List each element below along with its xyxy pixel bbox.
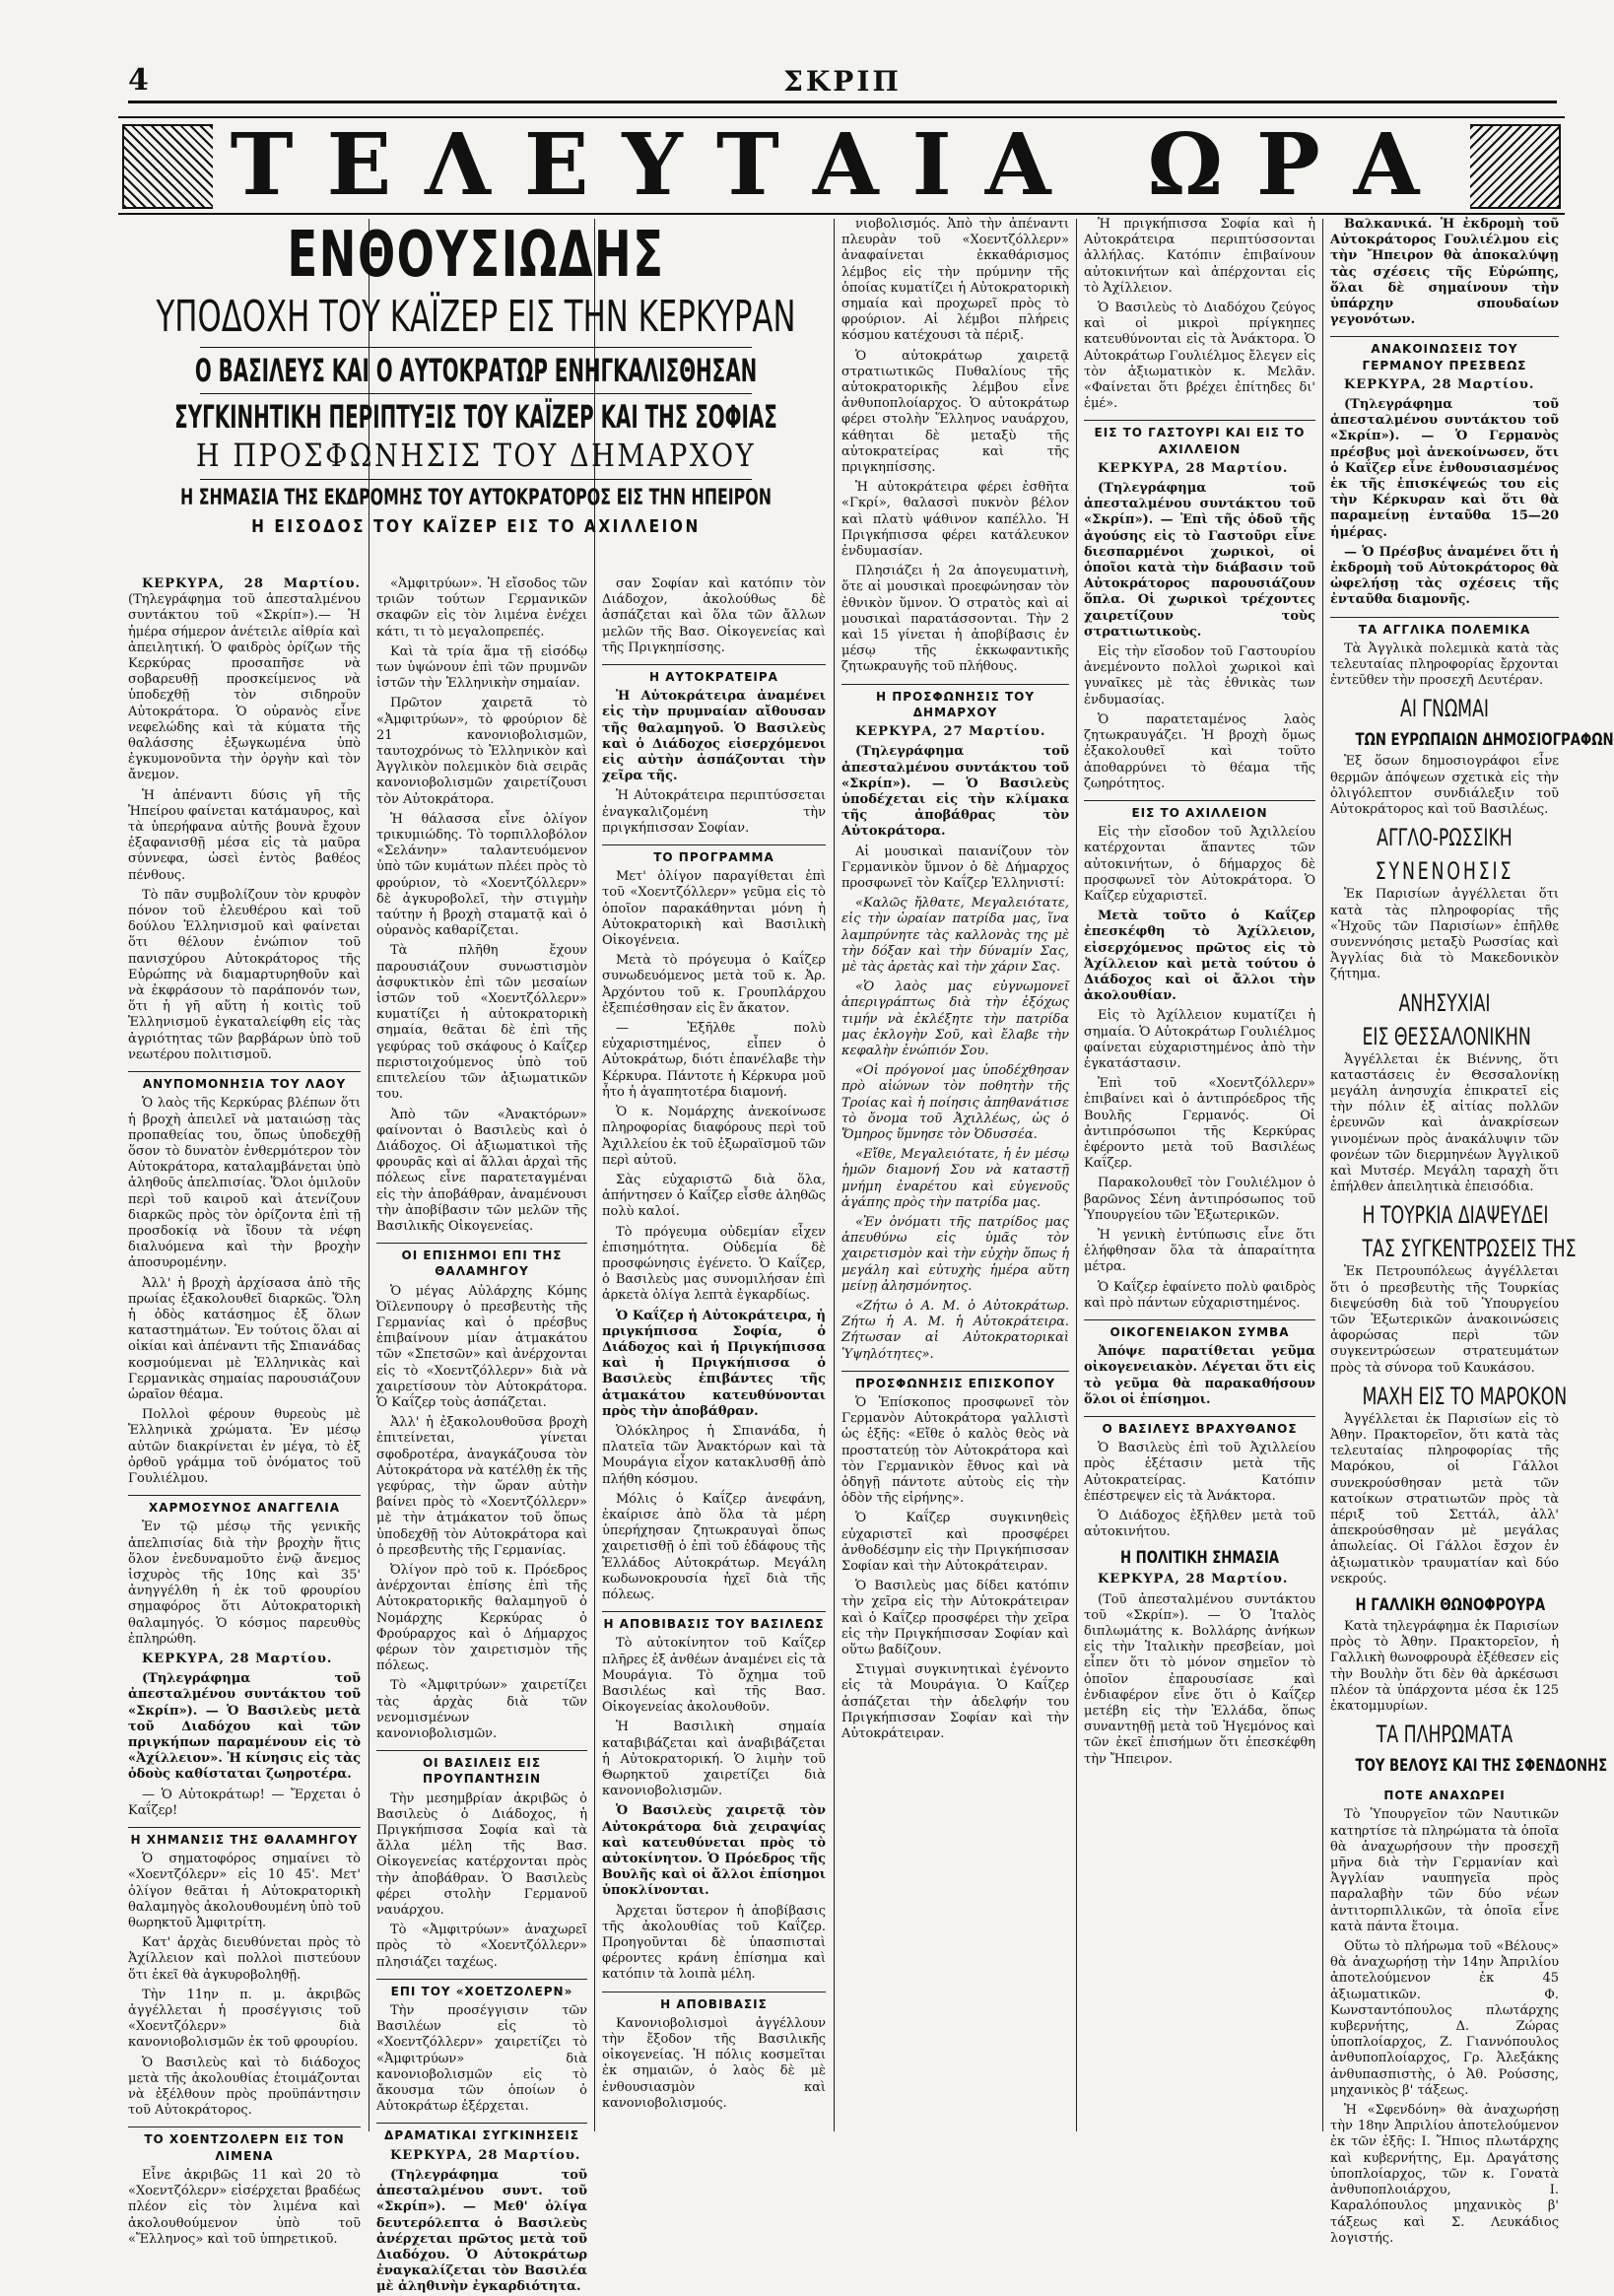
subheading: ΤΑ ΑΓΓΛΙΚΑ ΠΟΛΕΜΙΚΑ (1330, 617, 1559, 638)
subheading: Η ΠΟΛΙΤΙΚΗ ΣΗΜΑΣΙΑ (1119, 1548, 1280, 1569)
section-subheadline: ΤΑΣ ΣΥΓΚΕΝΤΡΩΣΕΙΣ ΤΗΣ (1362, 1235, 1577, 1263)
dateline: ΚΕΡΚΥΡΑ, 28 Μαρτίου. (142, 1652, 333, 1666)
article-paragraph: Μετὰ τὸ πρόγευμα ὁ Καΐζερ συνωδευόμενος μετὰ τοῦ κ. Ἀρ. Ἀρχόντου τοῦ κ. Γρουπλάρχου ἐξεπιέσθησαν εἰς ἓν ἄκατον. (602, 953, 826, 1016)
article-paragraph: Πολλοὶ φέρουν θυρεοὺς μὲ Ἑλληνικὰ χρώματα. Ἐν μέσῳ αὐτῶν διακρίνεται ἐν μέγα, τὸ ἐξ ὀρθοῦ γράμμα τοῦ ὀνόματος τοῦ Γουλιέλμου. (128, 1407, 361, 1486)
banner-title: ΤΕΛΕΥΤΑΙΑ ΩΡΑ (230, 115, 1453, 215)
article-paragraph: Ὁ Βασιλεὺς ἐπὶ τοῦ Ἀχιλλείου πρὸς ἐξέτασιν μετὰ τῆς Αὐτοκρατείρας. Κατόπιν ἐπέστρεψεν εἰς τὰ Ἀνάκτορα. (1084, 1441, 1315, 1504)
article-paragraph: Ἀλλ' ἡ ἐξακολουθοῦσα βροχὴ ἐπιτείνεται, γίνεται σφοδροτέρα, ἀναγκάζουσα τὸν Αὐτοκράτορα νὰ κατέλθῃ ἐκ τῆς γεφύρας, τὴν ὥραν αὐτὴν βαίνει πρὸς τὸ «Χοεντζόλλερν» μὲ τὴν ἀτμάκατον τοῦ ὅπως ὑποδεχθῇ τὸν Αὐτοκράτορα καὶ ὁ πρεσβευτὴς τῆς Γερμανίας. (376, 1415, 587, 1558)
article-paragraph: Τὴν μεσημβρίαν ἀκριβῶς ὁ Βασιλεὺς ὁ Διάδοχος, ἡ Πριγκήπισσα Σοφία καὶ τὰ ἄλλα μέλη τῆς Βασ. Οἰκογενείας κατέρχονται πρὸς τὴν ἀποβάθραν. Ὁ Βασιλεὺς φέρει στολὴν Γερμανοῦ ναυάρχου. (376, 1790, 587, 1919)
subheading: ΔΡΑΜΑΤΙΚΑΙ ΣΥΓΚΙΝΗΣΕΙΣ (376, 2123, 587, 2143)
column-rule (1322, 219, 1323, 2131)
article-paragraph: Ἡ ἀπέναντι δύσις γῆ τῆς Ἠπείρου φαίνεται κατάμαυρος, καὶ τὰ ὑπερήφανα αὐτῆς βουνὰ ἔχουν ἐξαφανισθῇ μέσα εἰς τὰ μαῦρα σύννεφα, ὡσεὶ ἐντὸς βαθέος πένθους. (128, 787, 361, 883)
section-headline: ΑΓΓΛΟ-ΡΩΣΣΙΚΗ (1377, 824, 1513, 852)
article-paragraph: Ἡ Βασιλικὴ σημαία καταβιβάζεται καὶ ἀναβιβάζεται ἡ Αὐτοκρατορική. Ὁ λιμὴν τοῦ Θωρηκτοῦ χαιρετίζει διὰ κανονιοβολισμῶν. (602, 1720, 826, 1799)
article-paragraph: Εἰς τὴν εἴσοδον τοῦ Γαστουρίου ἀνεμένοντο πολλοὶ χωρικοὶ καὶ γυναῖκες μὲ τὰς ἐθνικὰς των ἐνδυμασίας. (1084, 644, 1315, 708)
column-6 (1330, 217, 1614, 2246)
article-paragraph: Ἀρχεται ὕστερον ἡ ἀποβίβασις τῆς ἀκολουθίας τοῦ Καΐζερ. Προηγοῦνται δὲ ὑπασπισταὶ φέροντες κράνη ἐπίσημα καὶ κατόπιν τὰ λοιπὰ μέλη. (602, 1903, 826, 1983)
column-1 (128, 576, 361, 2247)
column-5 (1084, 217, 1315, 2135)
article-paragraph: νιοβολισμός. Ἀπὸ τὴν ἀπέναντι πλευρὰν τοῦ «Χοεντζόλλερν» ἀναφαίνεται ἐκκαθάρισμος λέμβος εἰς τὴν πρύμνην τῆς ὁποίας κυματίζει ἡ Αὐτοκρατορικὴ σημαία καὶ προχωρεῖ πρὸς τὸ φρούριον. Αἱ λέμβοι πλήρεις κόσμου κατέχουσι τὰ πέριξ. (841, 217, 1069, 344)
article-paragraph: Ὁ Καΐζερ ἡ Αὐτοκράτειρα, ἡ πριγκήπισσα Σοφία, ὁ Διάδοχος καὶ ἡ Πριγκήπισσα καὶ ἡ Πριγκήπισσα ὁ Βασιλεὺς ἐπιβάντες τῆς ἀτμακάτου κατευθύνονται πρὸς τὴν ἀποβάθραν. (602, 1308, 826, 1419)
article-paragraph: Ἐκ Πετρουπόλεως ἀγγέλλεται ὅτι ὁ πρεσβευτὴς τῆς Τουρκίας διεψεύσθη διὰ τοῦ Ὑπουργείου τῶν Ἐξωτερικῶν ἀνακοινώσεις ἀφορώσας περὶ τῶν συγκεντρώσεων στρατευμάτων πρὸς τὰ σύνορα τοῦ Καυκάσου. (1330, 1264, 1559, 1376)
article-paragraph: (Τηλεγράφημα τοῦ ἀπεσταλμένου συντ. τοῦ «Σκρίπ»). — Μεθ' ὀλίγα δευτερόλεπτα ὁ Βασιλεὺς ἀνέρχεται πρῶτος μετὰ τοῦ Διαδόχου. Ὁ Αὐτοκράτωρ ἐναγκαλίζεται τὸν Βασιλέα μὲ ἀληθινὴν ἐγκαρδιότητα. (376, 2167, 587, 2295)
article-paragraph: «Ζήτω ὁ Α. Μ. ὁ Αὐτοκράτωρ. Ζήτω ἡ Α. Μ. ἡ Αὐτοκράτειρα. Ζήτωσαν αἱ Αὐτοκρατορικαὶ Ὑψηλότητες». (841, 1299, 1069, 1362)
article-paragraph: (Τηλεγράφημα τοῦ ἀπεσταλμένου συντάκτου τοῦ «Σκρίπ»). — Ὁ Γερμανὸς πρέσβυς μοὶ ἀνεκοίνωσεν, ὅτι ὁ Καΐζερ εἶνε ἐνθουσιασμένος ἐκ τῆς ἐπισκέψεώς του εἰς τὴν Κέρκυραν καὶ ὅτι θὰ παραμείνῃ ἐνταῦθα 15—20 ἡμέρας. (1330, 397, 1559, 540)
article-paragraph: Ὁλόκληρος ἡ Σπιανάδα, ἡ πλατεῖα τῶν Ἀνακτόρων καὶ τὰ Μουράγια εἶχον κατακλυσθῇ ἀπὸ πλήθη κόσμου. (602, 1423, 826, 1487)
subheading: Η ΑΠΟΒΙΒΑΣΙΣ ΤΟΥ ΒΑΣΙΛΕΩΣ (602, 1611, 826, 1632)
section-headline: Η ΤΟΥΡΚΙΑ ΔΙΑΨΕΥΔΕΙ (1362, 1201, 1549, 1230)
article-paragraph: Ὁ Βασιλεὺς χαιρετᾷ τὸν Αὐτοκράτορα διὰ χειραψίας καὶ κατευθύνεται πρὸς τὸ αὐτοκίνητον. Ὁ Πρόεδρος τῆς Βουλῆς καὶ οἱ ἄλλοι ἐπίσημοι ὑποκλίνονται. (602, 1803, 826, 1899)
headline-second: ΥΠΟΔΟΧΗ ΤΟΥ ΚΑΪΖΕΡ ΕΙΣ ΤΗΝ ΚΕΡΚΥΡΑΝ (156, 292, 796, 342)
article-paragraph: Κατὰ τηλεγράφημα ἐκ Παρισίων πρὸς τὸ Ἀθην. Πρακτορεῖον, ἡ Γαλλικὴ θωνοφρουρὰ ἐξέθεσεν εἰς τὴν Βουλὴν ὅτι δὲν θὰ ἀρκέσωσι πλέον τὰ ὑπάρχοντα μέσα ἐκ 125 ἑκατομμυρίων. (1330, 1619, 1559, 1715)
page-number: 4 (128, 63, 149, 98)
article-paragraph: «Οἱ πρόγονοί μας ὑποδέχθησαν πρὸ αἰώνων τὸν ποθητὴν τῆς Τροίας καὶ ἡ ποίησις ἀπηθανάτισε τὸ ὄνομα τοῦ Ἀχιλλέως, ὡς ὁ Ὅμηρος ὕμνησε τὸν Ὀδυσσέα. (841, 1063, 1069, 1142)
section-subheadline: ΤΩΝ ΕΥΡΩΠΑΙΩΝ ΔΗΜΟΣΙΟΓΡΑΦΩΝ (1355, 730, 1614, 751)
article-paragraph: Ὁ Καΐζερ συγκινηθεὶς εὐχαριστεῖ καὶ προσφέρει ἀνθοδέσμην εἰς τὴν Πριγκήπισσαν Σοφίαν καὶ τὴν Αὐτοκράτειραν. (841, 1511, 1069, 1575)
article-paragraph: Ὁ κ. Νομάρχης ἀνεκοίνωσε πληροφορίας διαφόρους περὶ τοῦ Ἀχιλλείου ἐκ τοῦ ἐξωραϊσμοῦ τῶν περὶ αὐτοῦ. (602, 1105, 826, 1168)
article-paragraph: Ὁ Καΐζερ ἐφαίνετο πολὺ φαιδρὸς καὶ πρὸ πάντων εὐχαριστημένος. (1084, 1279, 1315, 1311)
article-paragraph: «Εἴθε, Μεγαλειότατε, ἡ ἐν μέσῳ ἡμῶν διαμονή Σου νὰ καταστῇ μνήμη ἐναρέτου καὶ εὐγενοῦς ἀγάπης πρὸς τὴν πατρίδα μας. (841, 1147, 1069, 1210)
article-paragraph: Τὸ Ὑπουργεῖον τῶν Ναυτικῶν κατηρτίσε τὰ πληρώματα τὰ ὁποῖα θὰ ἀναχωρήσουν τὴν προσεχῆ μῆνα διὰ τὴν Γερμανίαν καὶ Ἀγγλίαν ναυπηγεῖα πρὸς παραλαβὴν τῶν δύο νέων ἀντιτορπιλλικῶν, τὰ ὁποῖα εἶνε κατὰ πάντα ἕτοιμα. (1330, 1807, 1559, 1934)
article-paragraph: Ἐν τῷ μέσῳ τῆς γενικῆς ἀπελπισίας διὰ τὴν βροχὴν ἥτις ὅλον ἐνεδυναμοῦτο ἐνῷ ἄνεμος ἰσχυρὸς τῆς 10ης καὶ 35' ἀνηγγέλθη ἡ ἐκ τοῦ φρουρίου σημαφόρος ὅτι Αὐτοκρατορικὴ θαλαμηγός. Ὁ κόσμος παρευθὺς ἐπληρώθη. (128, 1519, 361, 1647)
subheading: ΠΡΟΣΦΩΝΗΣΙΣ ΕΠΙΣΚΟΠΟΥ (841, 1371, 1069, 1391)
subheading: ΕΠΙ ΤΟΥ «ΧΟΕΤΖΟΛΕΡΝ» (376, 1979, 587, 1999)
article-paragraph: Ὀλίγον πρὸ τοῦ κ. Πρόεδρος ἀνέρχονται ἐπίσης ἐπὶ τῆς Αὐτοκρατορικῆς θαλαμηγοῦ ὁ Νομάρχης Κερκύρας ὁ Φρούραρχος καὶ ὁ Δήμαρχος φέρων τὸν χαιρετισμὸν τῆς πόλεως. (376, 1562, 587, 1674)
article-paragraph: «Καλῶς ἤλθατε, Μεγαλειότατε, εἰς τὴν ὡραίαν πατρίδα μας, ἵνα λαμπρύνητε τὰς καλλονὰς της μὲ τὴν δόξαν καὶ τὴν δύναμίν Σας, μὲ τὰς ἀρετὰς καὶ τὴν χάριν Σας. (841, 896, 1069, 975)
article-paragraph: Ἡ γενικὴ ἐντύπωσις εἶνε ὅτι ἐλήφθησαν ὅλα τὰ ἀπαραίτητα μέτρα. (1084, 1227, 1315, 1275)
headline-main: ΕΝΘΟΥΣΙΩΔΗΣ (287, 219, 665, 292)
dateline: ΚΕΡΚΥΡΑ, 28 Μαρτίου. (1098, 460, 1289, 476)
article-paragraph: Παρακολουθεῖ τὸν Γουλιέλμον ὁ βαρῶνος Σένη ἀντιπρόσωπος τοῦ Ὑπουργείου τῶν Ἐξωτερικῶν. (1084, 1176, 1315, 1223)
article-paragraph: Ὁ μέγας Αὐλάρχης Κόμης Ὀϊλενπουργ ὁ πρεσβευτὴς τῆς Γερμανίας καὶ ὁ πρέσβυς ἐπιβαίνουν μίαν ἀτμακάτου τῶν «Σπετσῶν» καὶ ἀνέρχονται εἰς τὸ «Χοεντζόλλερν» διὰ νὰ χαιρετίσουν τὸν Αὐτοκράτορα. Ὁ Καΐζερ τοὺς ἀσπάζεται. (376, 1283, 587, 1410)
article-paragraph: Τὴν 11ην π. μ. ἀκριβῶς ἀγγέλλεται ἡ προσέγγισις τοῦ «Χοεντζόλερν» διὰ κανονιοβολισμῶν ἐκ τοῦ φρουρίου. (128, 1987, 361, 2051)
subheading: ΑΝΥΠΟΜΟΝΗΣΙΑ ΤΟΥ ΛΑΟΥ (128, 1071, 361, 1092)
article-paragraph: Τὴν προσέγγισιν τῶν Βασιλέων εἰς τὸ «Χοεντζόλλερν» χαιρετίζει τὸ «Ἀμφιτρύων» διὰ κανονιοβολισμῶν εἰς τὸ ἄκουσμα τῶν ὁποίων ὁ Αὐτοκράτωρ ἐξέρχεται. (376, 2003, 587, 2115)
article-paragraph: Τὸ «Ἀμφιτρύων» χαιρετίζει τὰς ἀρχὰς διὰ τῶν νενομισμένων κανονιοβολισμῶν. (376, 1678, 587, 1742)
article-paragraph: Ἡ πριγκήπισσα Σοφία καὶ ἡ Αὐτοκράτειρα περιπτύσσονται ἀλλήλας. Κατόπιν ἐπιβαίνουν αὐτοκινήτων καὶ ἀπέρχονται εἰς τὸ Ἀχίλλειον. (1084, 217, 1315, 296)
newspaper-name: ΣΚΡΙΠ (783, 65, 902, 98)
divider (200, 347, 752, 348)
article-paragraph: Ἀλλ' ἡ βροχὴ ἀρχίσασα ἀπὸ τῆς πρωίας ἐξακολουθεῖ διαρκῶς. Ὅλη ἡ ὁδὸς κατάσημος ἐξ ὅλων καταστημάτων. Ἐν τούτοις ὅλαι αἱ οἰκίαι καὶ ἀπέναντι τῆς Σπιανάδας κοσμούμεναι μὲ Ἑλληνικὰς καὶ Γερμανικὰς σημαίας παρουσιάζουν ὡραῖον θέαμα. (128, 1275, 361, 1402)
column-rule (1076, 219, 1077, 2131)
article-paragraph: Ἀγγέλλεται ἐκ Βιέννης, ὅτι καταστάσεις ἐν Θεσσαλονίκῃ μεγάλη ἀνησυχία ἐπικρατεῖ εἰς τὴν πόλιν ἐξ αἰτίας πολλῶν ἐρευνῶν καὶ ἀνακρίσεων γινομένων πρὸς ἀνακάλυψιν τῶν φονέων τῶν διερμηνέων Ἀγγλικοῦ καὶ Μυτσέρ. Μεγάλη ταραχὴ ὅτι ἐπήλθεν ἀπειλητικὰ ἐπεισόδια. (1330, 1051, 1559, 1195)
article-paragraph: Ἐξ ὅσων δημοσιογράφοι εἶνε θερμῶν ἀπόψεων σχετικὰ εἰς τὴν ὀλιγόλεπτον συνδιάλεξιν τοῦ Αὐτοκράτορος καὶ τοῦ Βασιλέως. (1330, 754, 1559, 818)
article-paragraph: Μόλις ὁ Καΐζερ ἀνεφάνη, ἐκαίρισε ἀπὸ ὅλα τὰ μέρη ὑπερήχησαν ζητωκραυγαὶ ὅπως χαιρετισθῇ ὁ ἐπὶ τοῦ ἐδάφους τῆς Ἑλλάδος Αὐτοκράτωρ. Μεγάλη κωδωνοκρουσία ἠχεῖ διὰ τῆς πόλεως. (602, 1491, 826, 1602)
article-paragraph: Ἡ αὐτοκράτειρα φέρει ἐσθῆτα «Γκρί», θαλασσὶ πυκνὸν βέλον καὶ πλατὺ ψάθινον καπέλλο. Ἡ Πριγκήπισσα φέρει κατάλευκον ἐνδυμασίαν. (841, 480, 1069, 560)
subheading: ΤΟ ΧΟΕΝΤΖΟΛΕΡΝ ΕΙΣ ΤΟΝ ΛΙΜΕΝΑ (128, 2127, 361, 2163)
article-paragraph: Βαλκανικά. Ἡ ἐκδρομὴ τοῦ Αὐτοκράτορος Γουλιέλμου εἰς τὴν Ἤπειρον θὰ ἀποκαλύψῃ τὰς σχέσεις τῆς Εὐρώπης, ὅλαι δὲ σημαίνουν τὴν ὑπάρχην σπουδαίων γεγονότων. (1330, 217, 1559, 328)
subheading: ΟΙ ΕΠΙΣΗΜΟΙ ΕΠΙ ΤΗΣ ΘΑΛΑΜΗΓΟΥ (376, 1243, 587, 1279)
article-paragraph: Ὁ Βασιλεὺς τὸ Διαδόχου ζεύγος καὶ οἱ μικροὶ πρίγκηπες κατευθύνονται εἰς τὰ Ἀνάκτορα. Ὁ Αὐτοκράτωρ Γουλιέλμος ἔλεγεν εἰς τὸν ἀξιωματικὸν κ. Μελᾶν. «Φαίνεται ὅτι βρέχει ἐπίτηδες δι' ἐμέ». (1084, 301, 1315, 412)
subheading: Η ΧΗΜΑΝΣΙΣ ΤΗΣ ΘΑΛΑΜΗΓΟΥ (128, 1827, 361, 1848)
article-paragraph: σαν Σοφίαν καὶ κατόπιν τὸν Διάδοχον, ἀκολούθως δὲ ἀσπάζεται καὶ ὅλα τῶν ἄλλων μελῶν τῆς Βασ. Οἰκογενείας καὶ τῆς Πριγκηπίσσης. (602, 576, 826, 655)
article-paragraph: «Ὁ λαὸς μας εὐγνωμονεῖ ἀπεριγράπτως διὰ τὴν ἐξόχως τιμήν νὰ ἐκλέξητε τὴν πατρίδα μας ἐκλογὴν Σοῦ, καὶ ἔλαβε τὴν κεφαλὴν ἐνώπιόν Σου. (841, 979, 1069, 1058)
article-paragraph: Κανονιοβολισμοὶ ἀγγέλλουν τὴν ἔξοδον τῆς Βασιλικῆς οἰκογενείας. Ἡ πόλις κοσμεῖται ἐκ σημαιῶν, ὁ λαὸς δὲ μὲ ἐνθουσιασμὸν καὶ κανονιοβολισμούς. (602, 2015, 826, 2111)
article-paragraph: «Ἀμφιτρύων». Ἡ εἴσοδος τῶν τριῶν τούτων Γερμανικῶν σκαφῶν εἰς τὸν λιμένα ἐνέχει κάτι, τι τὸ μεγαλοπρεπές. (376, 576, 587, 640)
article-paragraph: Ἐκ Παρισίων ἀγγέλλεται ὅτι κατὰ τὰς πληροφορίας τῆς «Ἠχοῦς τῶν Παρισίων» ἐπῆλθε συνεννόησις μεταξὺ Ρωσσίας καὶ Ἀγγλίας διὰ τὸ Μακεδονικὸν ζήτημα. (1330, 887, 1559, 982)
article-paragraph: Τὰ πλῆθη ἔχουν παρουσιάζουν συνωστισμὸν ἀσφυκτικὸν ἐπὶ τῶν μεσαίων ἱστῶν τοῦ «Χοεντζόλλερν» κυματίζει ἡ αὐτοκρατορικὴ σημαία, θεᾶται δὲ ἐπὶ τῆς γεφύρας τοῦ σκάφους ὁ Καΐζερ περιστοιχούμενος ὑπὸ τοῦ επιτελείου τῶν ἀξιωματικῶν του. (376, 943, 587, 1103)
article-paragraph: Μετ' ὀλίγον παραγίθεται ἐπὶ τοῦ «Χοεντζόλλερν» γεῦμα εἰς τὸ ὁποῖον παρακάθηνται μόνη ἡ Αὐτοκρατορικὴ καὶ Βασιλικὴ Οἰκογένεια. (602, 869, 826, 949)
article-paragraph: «Ἐν ὀνόματι τῆς πατρίδος μας ἀπευθύνω εἰς ὑμᾶς τὸν χαιρετισμὸν καὶ τὴν εὐχὴν ὅπως ἡ μεγάλη καὶ εὐτυχὴς ἡμέρα αὕτη μείνῃ ἀλησμόνητος. (841, 1214, 1069, 1294)
dateline: ΚΕΡΚΥΡΑ, 28 Μαρτίου. (390, 2147, 581, 2163)
article-paragraph: Τὸ αὐτοκίνητον τοῦ Καΐζερ πλῆρες ἐξ ἀνθέων ἀναμένει εἰς τὰ Μουράγια. Τὸ ὄχημα τοῦ Βασιλέως καὶ τῆς Βασ. Οἰκογενείας ἀκολουθοῦν. (602, 1636, 826, 1716)
subheading: Η ΠΡΟΣΦΩΝΗΣΙΣ ΤΟΥ ΔΗΜΑΡΧΟΥ (841, 684, 1069, 720)
article-paragraph: Πρῶτον χαιρετᾶ τὸ «Ἀμφιτρύων», τὸ φρούριον δὲ 21 κανονιοβολισμῶν, ταυτοχρόνως τὸ Ἑλληνικὸν καὶ Ἀγγλικὸν πολεμικὸν διὰ σειρᾶς κανονιοβολισμῶν χαιρετίζουσι τὸν Αὐτοκράτορα. (376, 696, 587, 807)
article-paragraph: Ἐπὶ τοῦ «Χοεντζόλλερν» ἐπιβαίνει καὶ ὁ ἀντιπρόεδρος τῆς Βουλῆς Γερμανός. Οἱ ἀντιπρόσωποι τῆς Κερκύρας ἐφέροντο μετὰ τοῦ Βασιλέως Καΐζερ. (1084, 1076, 1315, 1172)
article-paragraph: Ἡ «Σφενδόνη» θὰ ἀναχωρήσῃ τὴν 18ην Ἀπριλίου ἀποτελούμενον ἐκ τῶν ἑξῆς: Ι. Ἥπιος πλωτάρχης καὶ κυβερνήτης, Εμ. Δραγάτσης ὑποπλοίαρχος, τῶν κ. Γονατὰ ἀνθυποπλοιάρχου, Ι. Καραλόπουλος μηχανικὸς β' τάξεως καὶ Σ. Λευκάδιος λογιστής. (1330, 2103, 1559, 2246)
article-paragraph: Ὁ λαὸς τῆς Κερκύρας βλέπων ὅτι ἡ βροχὴ ἀπειλεῖ νὰ ματαιώσῃ τὰς προπαθείας του, ὅπως ὑποδεχθῇ ὅσον τὸ δυνατὸν ἐνθερμότερον τὸν Αὐτοκράτορα, καταλαμβάνεται ὑπὸ ἀληθοῦς ἀπελπισίας. Ὅλοι ὁμιλοῦν περὶ τοῦ καιροῦ καὶ ἀτενίζουν διαρκῶς πρὸς τὸν ὁρίζοντα ἐπὶ τῇ προσδοκίᾳ νὰ ἴδουν τὰ νέφη διαλυόμενα καὶ τὴν βροχὴν ἀποσυρομένην. (128, 1096, 361, 1271)
section-headline: ΑΝΗΣΥΧΙΑΙ (1398, 988, 1491, 1017)
article-paragraph: Ἡ θάλασσα εἶνε ὁλίγον τρικυμιώδης. Τὸ τορπιλλοβόλον «Σελάνην» ταλαντευόμενον ὑπὸ τῶν κυμάτων πλέει πρὸς τὸ φρούριον, τὸ «Χοεντζόλλερν» δὲ ἀγκυροβολεῖ, τὴν στιγμὴν ταύτην ἡ βροχὴ σταματᾷ καὶ ὁ οὐρανὸς καθαρίζεται. (376, 811, 587, 939)
section-subheadline: ΕΙΣ ΘΕΣΣΑΛΟΝΙΚΗΝ (1362, 1022, 1531, 1050)
column-3 (602, 576, 826, 2135)
subheading: ΕΙΣ ΤΟ ΑΧΙΛΛΕΙΟΝ (1084, 800, 1315, 821)
headline-third: Ο ΒΑΣΙΛΕΥΣ ΚΑΙ Ο ΑΥΤΟΚΡΑΤΩΡ ΕΝΗΓΚΑΛΙΣΘΗΣΑΝ (194, 352, 758, 389)
column-4 (841, 217, 1069, 2135)
headline-fifth: Η ΠΡΟΣΦΩΝΗΣΙΣ ΤΟΥ ΔΗΜΑΡΧΟΥ (195, 437, 757, 474)
article-paragraph: Τὸ πᾶν συμβολίζουν τὸν κρυφὸν πόνον τοῦ ἐλευθέρου καὶ τοῦ δούλου Ἑλληνισμοῦ καὶ φαίνεται ὅτι θέλουν ἐνώπιον τοῦ πανισχύρου Αὐτοκράτορος τῆς Εὐρώπης νὰ διαμαρτυρηθοῦν καὶ νὰ ἐκφράσουν τὸ παράπονόν των, ὅτι ἡ γῆ αὕτη ἡ κοιτὶς τοῦ Ἑλληνισμοῦ ἐγκαταλείφθη εἰς τὰς ἀγριότητας τῶν βαρβάρων ὑπὸ τοῦ νεωτέρου πολιτισμοῦ. (128, 887, 361, 1062)
article-paragraph: — Ἐξῆλθε πολὺ εὐχαριστημένος, εἶπεν ὁ Αὐτοκράτωρ, διότι ἐπανέλαβε τὴν Κέρκυρα. Πάντοτε ἡ Κέρκυρα μοῦ ἦτο ἡ ἀγαπητοτέρα διαμονή. (602, 1021, 826, 1100)
article-paragraph: (Τηλεγράφημα τοῦ ἀπεσταλμένου συντάκτου τοῦ «Σκρίπ»). — Ὁ Βασιλεὺς ὑποδέχεται εἰς τὴν κλίμακα τῆς ἀποβάθρας τὸν Αὐτοκράτορα. (841, 744, 1069, 840)
article-paragraph: Εἰς τὴν εἴσοδον τοῦ Ἀχιλλείου κατέρχονται ἅπαντες τῶν αὐτοκινήτων, ὁ δήμαρχος δὲ προσφωνεῖ τὸν Αὐτοκράτορα. Ὁ Καΐζερ εὐχαριστεῖ. (1084, 825, 1315, 904)
article-paragraph: Τὰ Ἀγγλικὰ πολεμικὰ κατὰ τὰς τελευταίας πληροφορίας ἔρχονται ἐντεῦθεν τὴν προσεχῆ Δευτέραν. (1330, 641, 1559, 689)
article-paragraph: Ἡ Αὐτοκράτειρα περιπτύσσεται ἐναγκαλιζομένη τὴν πριγκήπισσαν Σοφίαν. (602, 788, 826, 836)
subheading: ΟΙΚΟΓΕΝΕΙΑΚΟΝ ΣΥΜΒΑ (1084, 1319, 1315, 1340)
section-headline: ΑΙ ΓΝΩΜΑΙ (1400, 695, 1489, 723)
article-paragraph: Κατ' ἀρχὰς διευθύνεται πρὸς τὸ Ἀχίλλειον καὶ πολλοὶ πιστεύουν ὅτι ἐκεῖ θὰ ἀγκυροβοληθῇ. (128, 1935, 361, 1983)
subheading: ΧΑΡΜΟΣΥΝΟΣ ΑΝΑΓΓΕΛΙΑ (128, 1495, 361, 1516)
section-subheadline: ΣΥΝΕΝΟΗΣΙΣ (1375, 857, 1514, 886)
section-headline: ΜΑΧΗ ΕΙΣ ΤΟ ΜΑΡΟΚΟΝ (1362, 1382, 1568, 1410)
article-paragraph: Στιγμαὶ συγκινητικαὶ ἐγένοντο εἰς τὰ Μουράγια. Ὁ Καΐζερ ἀσπάζεται τὴν ἀδελφήν του Πριγκήπισσαν Σοφίαν καὶ τὴν Αὐτοκράτειραν. (841, 1662, 1069, 1742)
headline-sixth: Η ΣΗΜΑΣΙΑ ΤΗΣ ΕΚΔΡΟΜΗΣ ΤΟΥ ΑΥΤΟΚΡΑΤΟΡΟΣ ΕΙΣ ΤΗΝ ΗΠΕΙΡΟΝ (179, 486, 773, 510)
divider (200, 479, 752, 480)
article-paragraph: Εἶνε ἀκριβῶς 11 καὶ 20 τὸ «Χοεντζόλερν» εἰσέρχεται βραδέως πλέον εἰς τὸν λιμένα καὶ ἀκολουθούμενον ὑπὸ τοῦ «Ἔλληνος» καὶ τοῦ ὑπηρετικοῦ. (128, 2167, 361, 2247)
section-banner (118, 116, 1565, 215)
subheading: Η ΑΠΟΒΙΒΑΣΙΣ (602, 1992, 826, 2012)
dateline: ΚΕΡΚΥΡΑ, 27 Μαρτίου. (855, 724, 1046, 740)
article-paragraph: Ἀπόψε παρατίθεται γεῦμα οἰκογενειακὸν. Λέγεται ὅτι εἰς τὸ γεῦμα θὰ παρακαθήσουν ὅλοι οἱ ἐπίσημοι. (1084, 1344, 1315, 1407)
article-paragraph: Ἡ Αὐτοκράτειρα ἀναμένει εἰς τὴν πρυμναίαν αἴθουσαν τῆς θαλαμηγοῦ. Ὁ Βασιλεὺς καὶ ὁ Διάδοχος εἰσερχόμενοι εἰς αὐτὴν ἀσπάζονται τὴν χεῖρα τῆς. (602, 689, 826, 784)
article-paragraph: Ὁ Βασιλεὺς καὶ τὸ διάδοχος μετὰ τῆς ἀκολουθίας ἐτοιμάζονται νὰ ἐξέλθουν πρὸς προϋπάντησιν τοῦ Αὐτοκράτορος. (128, 2055, 361, 2119)
section-subheadline: ΤΟΥ ΒΕΛΟΥΣ ΚΑΙ ΤΗΣ ΣΦΕΝΔΟΝΗΣ (1355, 1756, 1608, 1777)
section-headline: Η ΓΑΛΛΙΚΗ ΘΩΝΟΦΡΟΥΡΑ (1355, 1595, 1546, 1615)
subheading: Ο ΒΑΣΙΛΕΥΣ ΒΡΑΧΥΘΑΝΟΣ (1084, 1416, 1315, 1437)
subheading: ΠΟΤΕ ΑΝΑΧΩΡΕΙ (1383, 1789, 1506, 1803)
page-header (128, 61, 1557, 103)
subheading: Η ΑΥΤΟΚΡΑΤΕΙΡΑ (602, 664, 826, 685)
lead-headlines (126, 219, 826, 541)
subheading: ΤΟ ΠΡΟΓΡΑΜΜΑ (602, 844, 826, 865)
article-paragraph: Σὰς εὐχαριστῶ διὰ ὅλα, ἀπήντησεν ὁ Καΐζερ εἶσθε ἀληθῶς πολὺ καλοί. (602, 1172, 826, 1220)
article-paragraph: Τὸ «Ἀμφιτρύων» ἀναχωρεῖ πρὸς τὸ «Χοεντζόλλερν» πλησιάζει ταχέως. (376, 1923, 587, 1970)
article-paragraph: Καὶ τὰ τρία ἅμα τῇ εἰσόδῳ των ὑψώνουν ἐπὶ τῶν πρυμνῶν ἱστῶν τὴν Ἑλληνικὴν σημαίαν. (376, 643, 587, 692)
article-paragraph: Ἀπὸ τῶν «Ἀνακτόρων» φαίνονται ὁ Βασιλεὺς καὶ ὁ Διάδοχος. Οἱ ἀξιωματικοὶ τῆς φρουρᾶς καὶ αἱ ἄλλαι ἀρχαὶ τῆς πόλεως εἶνε παρατεταγμέναι εἰς τὴν ἀποβάθραν, ἀναμένουσι τὴν ἀποβίβασιν τῶν μελῶν τῆς Βασιλικῆς Οἰκογενείας. (376, 1107, 587, 1234)
article-paragraph: Ὁ παρατεταμένος λαὸς ζητωκραυγάζει. Ἡ βροχὴ ὅμως ἐξακολουθεῖ καὶ τοῦτο ἀποθαρρύνει τὸ θέαμα τῆς ζωηρότητος. (1084, 711, 1315, 791)
subheading: ΑΝΑΚΟΙΝΩΣΕΙΣ ΤΟΥ ΓΕΡΜΑΝΟΥ ΠΡΕΣΒΕΩΣ (1330, 336, 1559, 372)
article-paragraph: Ὁ σηματοφόρος σημαίνει τὸ «Χοεντζόλερν» εἰς 10 45'. Μετ' ὀλίγον θεᾶται ἡ Αὐτοκρατορικὴ θαλαμηγὸς ἀκολουθουμένη ὑπὸ τοῦ θωρηκτοῦ Ἀμφιτρίτη. (128, 1852, 361, 1931)
article-paragraph: (Τηλεγράφημα τοῦ ἀπεσταλμένου συντάκτου τοῦ «Σκρίπ»). — Ἐπὶ τῆς ὁδοῦ τῆς ἀγούσης εἰς τὸ Γαστοῦρι εἶνε διεσπαρμένοι χωρικοὶ, οἱ ὁποῖοι κατὰ τὴν διάβασιν τοῦ Αὐτοκράτορος παρουσιάζουν ὅπλα. Οἱ χωρικοὶ τρέχοντες χαιρετίζουν τοὺς στρατιωτικοὺς. (1084, 481, 1315, 640)
article-paragraph: Εἰς τὸ Ἀχίλλειον κυματίζει ἡ σημαία. Ὁ Αὐτοκράτωρ Γουλιέλμος φαίνεται εὐχαριστημένος ἀπὸ τὴν ἐγκατάστασιν. (1084, 1008, 1315, 1071)
divider (200, 393, 752, 394)
article-paragraph: Ὁ Διάδοχος ἐξῆλθεν μετὰ τοῦ αὐτοκινήτου. (1084, 1509, 1315, 1540)
article-paragraph: Οὕτω τὸ πλήρωμα τοῦ «Βέλους» θὰ ἀναχωρήσῃ τὴν 14ην Ἀπριλίου ἀποτελούμενον ἐκ 45 ἀξιωματικῶν. Φ. Κωνσταντόπουλος πλωτάρχης κυβερνήτης, Δ. Ζώρας ὑποπλοίαρχος, Ζ. Γιαννόπουλος ἀνθυποπλοίαρχος, Γρ. Ἀλεξάκης ἀνθυπασπιστὴς, ὁ Ἀθ. Ρούσσης, μηχανικὸς β' τάξεως. (1330, 1939, 1559, 2098)
article-paragraph: Μετὰ τοῦτο ὁ Καΐζερ ἐπεσκέφθη τὸ Ἀχίλλειον, εἰσερχόμενος πρῶτος εἰς τὸ Ἀχίλλειον καὶ μετὰ τούτου ὁ Διάδοχος καὶ οἱ ἄλλοι τὴν ἀκολουθίαν. (1084, 909, 1315, 1004)
article-paragraph: Ὁ αὐτοκράτωρ χαιρετᾷ στρατιωτικῶς Πυθαλίους τῆς αὐτοκρατορικῆς λέμβου εἶνε ἀνθυποπλοίαρχος. Ὁ αὐτοκράτωρ φέρει στολὴν Ἕλληνος ναυάρχου, κάθηται δὲ μεταξὺ τῆς αὐτοκρατείρας καὶ τῆς πριγκηπίσσης. (841, 348, 1069, 476)
dateline: ΚΕΡΚΥΡΑ, 28 Μαρτίου. (1098, 1572, 1289, 1587)
article-paragraph: (Τοῦ ἀπεσταλμένου συντάκτου τοῦ «Σκρίπ»). — Ὁ Ἰταλὸς διπλωμάτης κ. Βολλάρης ἀνήκων εἰς τὴν Ἰταλικὴν πρεσβείαν, μοὶ εἶπεν ὅτι τὸ μόνον σημεῖον τὸ ὁποῖον ἐπαρουσίασε καὶ ἐνδιαφέρον εἶνε ὅτι ὁ Καΐζερ μετέβη εἰς τὴν Ἑλλάδα, ὅπως συναντηθῇ μετὰ τοῦ Ἡγεμόνος καὶ τῶν ἐκεῖ ἐπισήμων ὅτι ἐπεσκέφθη τὴν Ἤπειρον. (1084, 1591, 1315, 1767)
dateline: ΚΕΡΚΥΡΑ, 28 Μαρτίου. (1344, 376, 1535, 392)
article-paragraph: — Ὁ Αὐτοκράτωρ! — Ἔρχεται ὁ Καΐζερ! (128, 1787, 361, 1818)
subheading: ΟΙ ΒΑΣΙΛΕΙΣ ΕΙΣ ΠΡΟΥΠΑΝΤΗΣΙΝ (376, 1750, 587, 1787)
column-2 (376, 576, 587, 2295)
article-paragraph: Τὸ πρόγευμα οὐδεμίαν εἶχεν ἐπισημότητα. Οὐδεμία δὲ προσφώνησις ἐγένετο. Ὁ Καΐζερ, ὁ Βασιλεὺς μας συνομιλήσαν ἐπὶ ἀρκετὰ ὀλίγα λεπτὰ ἐγκαρδίως. (602, 1224, 826, 1304)
article-paragraph: Πλησιάζει ἡ 2α ἀπογευματινὴ, ὅτε αἱ μουσικαὶ προεφώνησαν τὸν ἐθνικὸν ὕμνον. Ὁ στρατὸς καὶ αἱ μουσικαὶ παρατάσσονται. Τὴν 2 καὶ 15 γίνεται ἡ ἀποβίβασις ἐν μέσῳ τῆς ἐκκωφαντικῆς ζητωκραυγῆς τοῦ πλήθους. (841, 564, 1069, 675)
headline-fourth: ΣΥΓΚΙΝΗΤΙΚΗ ΠΕΡΙΠΤΥΞΙΣ ΤΟΥ ΚΑΪΖΕΡ ΚΑΙ ΤΗΣ ΣΟΦΙΑΣ (174, 398, 777, 436)
article-paragraph: Ὁ Βασιλεὺς μας δίδει κατόπιν τὴν χεῖρα εἰς τὴν Αὐτοκράτειραν καὶ ὁ Καΐζερ προσφέρει τὴν χεῖρα εἰς τὴν Πριγκήπισσαν Σοφίαν καὶ οὕτω βαδίζουν. (841, 1579, 1069, 1658)
headline-seventh: Η ΕΙΣΟΔΟΣ ΤΟΥ ΚΑΪΖΕΡ ΕΙΣ ΤΟ ΑΧΙΛΛΕΙΟΝ (251, 516, 701, 537)
section-headline: ΤΑ ΠΛΗΡΩΜΑΤΑ (1376, 1721, 1513, 1749)
dateline: ΚΕΡΚΥΡΑ, 28 Μαρτίου. (142, 576, 361, 591)
subheading: ΕΙΣ ΤΟ ΓΑΣΤΟΥΡΙ ΚΑΙ ΕΙΣ ΤΟ ΑΧΙΛΛΕΙΟΝ (1084, 420, 1315, 456)
article-paragraph: ΚΕΡΚΥΡΑ, 28 Μαρτίου. (Τηλεγράφημα τοῦ ἀπεσταλμένου συντάκτου τοῦ «Σκρίπ»).— Ἡ ἡμέρα σήμερον ἀνέτειλε αἰθρία καὶ ἀπειλητική. Ὁ φαιδρὸς ὁρίζων τῆς Κερκύρας προσαπῆσε νὰ σοβαρευθῇ προσκείμενος νὰ ὑποδεχθῇ τὸν σιδηροῦν Αὐτοκράτορα. Ὁ οὐρανὸς εἶνε νεφελώδης καὶ τὰ κύματα τῆς θαλάσσης ἐξωγκωμένα ὑπὸ ἐγκυμονοῦντα τὴν ὀργὴν καὶ τὸν ἄνεμον. (128, 576, 361, 783)
article-paragraph: Αἱ μουσικαὶ παιανίζουν τὸν Γερμανικὸν ὕμνον ὁ δὲ Δήμαρχος προσφωνεῖ τὸν Καΐζερ Ἑλληνιστί: (841, 844, 1069, 891)
article-paragraph: (Τηλεγράφημα τοῦ ἀπεσταλμένου συντάκτου τοῦ «Σκρίπ»). — Ὁ Βασιλεὺς μετὰ τοῦ Διαδόχου καὶ τῶν πριγκήπων παραμένουν εἰς τὸ «Ἀχίλλειον». Ἡ κίνησις εἰς τὰς ὁδοὺς καθίσταται ζωηροτέρα. (128, 1671, 361, 1783)
article-paragraph: Ἀγγέλλεται ἐκ Παρισίων εἰς τὸ Ἀθην. Πρακτορεῖον, ὅτι κατὰ τὰς τελευταίας πληροφορίας τῆς Μαρόκου, οἱ Γάλλοι συνεκρούσθησαν μετὰ τῶν κατοίκων στρατιωτῶν πρὸς τὰ πέριξ τοῦ Σεττάλ, ἀλλ' ἀπεκρούσθησαν μὲ μεγάλας ἀπωλείας. Οἱ Γάλλοι ἔσχον ἐν ἀξιωματικὸν τραυματίαν καὶ δύο νεκρούς. (1330, 1411, 1559, 1587)
article-paragraph: — Ὁ Πρέσβυς ἀναμένει ὅτι ἡ ἐκδρομὴ τοῦ Αὐτοκράτορος θὰ ὠφελήσῃ τὰς σχέσεις τῆς ἐνταῦθα διαμονῆς. (1330, 544, 1559, 608)
article-paragraph: Ὁ Ἐπίσκοπος προσφωνεῖ τὸν Γερμανὸν Αὐτοκράτορα γαλλιστὶ ὡς ἑξῆς: «Εἴθε ὁ καλὸς θεὸς νὰ προστατεύῃ τὸν Αὐτοκράτορα καὶ τὸν Γερμανικὸν ἔθνος καὶ νὰ ὁδηγῇ πάντοτε αὐτοὺς εἰς τὴν ὁδὸν τῆς εἰρήνης». (841, 1395, 1069, 1507)
